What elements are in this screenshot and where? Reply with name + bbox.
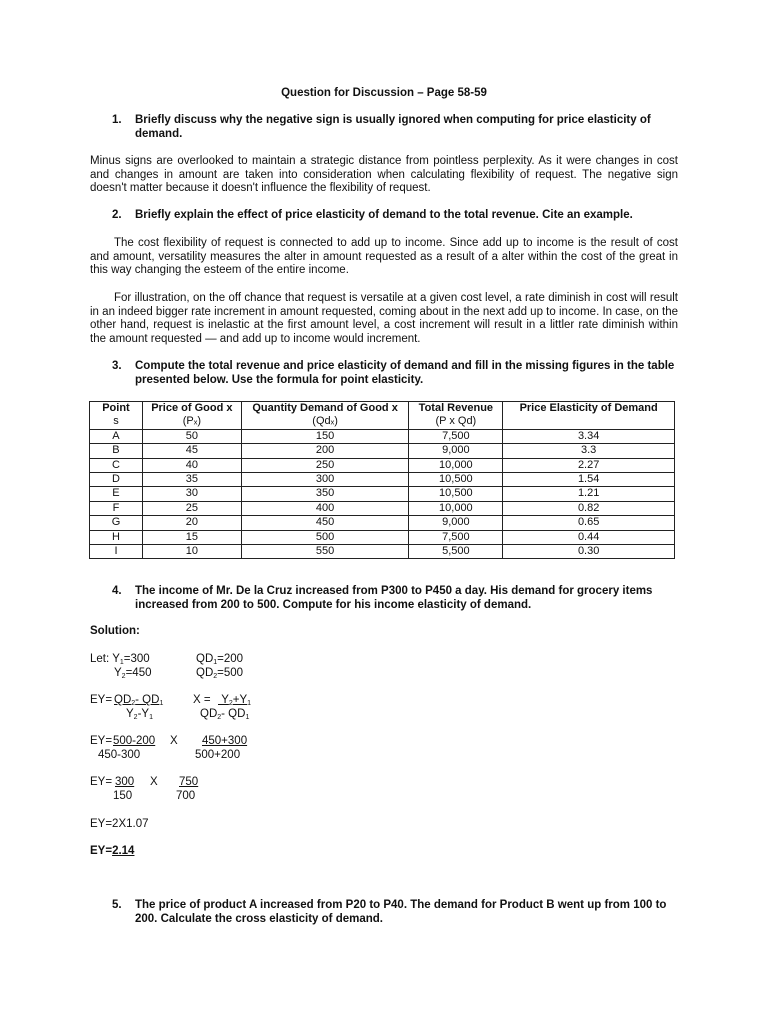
step3-times: X [150, 776, 158, 788]
header-points: Point s [90, 402, 143, 430]
cell-quantity: 300 [241, 473, 409, 487]
step2-ey-label: EY= [90, 735, 113, 747]
final-answer: EY=2.14 [90, 845, 135, 857]
cell-total-revenue: 10,500 [409, 487, 503, 501]
formula-ey-label: EY= [90, 694, 113, 706]
answer-2-paragraph-1: The cost flexibility of request is connected to add up to income. Since add up to income is the result of cost and amount, versatility measures the alter in amount requested as a result of a alter within the cost of the great in this way changing the esteem of the entire income. [90, 237, 678, 277]
cell-quantity: 150 [241, 429, 409, 443]
cell-price: 50 [142, 429, 241, 443]
formula-numerator-2: $Y_2+Y_1$ [218, 694, 252, 707]
step3-denominator-2: 700 [176, 790, 196, 802]
step3-denominator-1: 150 [113, 790, 133, 802]
header-quantity: Quantity Demand of Good x (Qdₓ) [241, 402, 409, 430]
table-row [90, 458, 675, 472]
question-4 [112, 585, 678, 612]
header-total-revenue: Total Revenue (P x Qd) [409, 402, 503, 430]
cell-point: F [90, 501, 143, 515]
cell-elasticity: 0.30 [503, 545, 675, 559]
question-1-text: Briefly discuss why the negative sign is usually ignored when computing for price elasticity of demand. [135, 114, 651, 140]
question-5 [112, 899, 678, 926]
cell-elasticity: 0.65 [503, 516, 675, 530]
answer-1: Minus signs are overlooked to maintain a strategic distance from pointless perplexity. As it were changes in cost and changes in amount are taken into consideration when calculating flexibility of request. The negative sign doesn't matter because it doesn't influence the flexibility of request. [90, 155, 678, 195]
formula-denominator-2: $QD_2-$ $QD_1$ [200, 708, 250, 721]
question-3-text: Compute the total revenue and price elasticity of demand and fill in the missing figures in the table presented below. Use the formula for point elasticity. [135, 360, 675, 386]
cell-quantity: 550 [241, 545, 409, 559]
cell-total-revenue: 7,500 [409, 429, 503, 443]
cell-total-revenue: 7,500 [409, 530, 503, 544]
step2-denominator-1: 450-300 [98, 749, 141, 761]
table-row [90, 473, 675, 487]
cell-price: 40 [142, 458, 241, 472]
cell-elasticity: 0.44 [503, 530, 675, 544]
cell-total-revenue: 10,500 [409, 473, 503, 487]
header-price: Price of Good x (Pₓ) [142, 402, 241, 430]
cell-price: 25 [142, 501, 241, 515]
cell-price: 20 [142, 516, 241, 530]
step2-numerator-1: 500-200 [113, 735, 156, 747]
question-1-number: 1. [112, 114, 122, 126]
cell-point: C [90, 458, 143, 472]
cell-point: I [90, 545, 143, 559]
given-y2: $Y_2=450$ [114, 667, 152, 680]
final-value: 2.14 [112, 845, 135, 857]
question-2-text: Briefly explain the effect of price elasticity of demand to the total revenue. Cite an example. [135, 209, 633, 221]
question-2-number: 2. [112, 209, 122, 221]
cell-point: G [90, 516, 143, 530]
solution-label: Solution: [90, 625, 140, 637]
cell-quantity: 500 [241, 530, 409, 544]
cell-quantity: 450 [241, 516, 409, 530]
given-y1: Let: $Y_1=300$ [90, 653, 150, 666]
cell-elasticity: 0.82 [503, 501, 675, 515]
question-5-text: The price of product A increased from P20 to P40. The demand for Product B went up from 100 to 200. Calculate the cross elasticity of demand. [135, 899, 667, 925]
cell-point: E [90, 487, 143, 501]
step4: EY=2X1.07 [90, 818, 149, 830]
given-qd2: $QD_2=500$ [196, 667, 244, 680]
cell-point: D [90, 473, 143, 487]
cell-point: H [90, 530, 143, 544]
cell-quantity: 400 [241, 501, 409, 515]
cell-total-revenue: 5,500 [409, 545, 503, 559]
table-row [90, 530, 675, 544]
answer-2-paragraph-2: For illustration, on the off chance that request is versatile at a given cost level, a rate diminish in cost will result in an indeed bigger rate increment in amount requested, coming about in the next add up to income. In case, on the other hand, request is inelastic at the first amount level, a cost increment will result in a littler rate diminish within the amount requested — and add up to income would increment. [90, 292, 678, 345]
cell-price: 15 [142, 530, 241, 544]
table-row [90, 444, 675, 458]
cell-point: B [90, 444, 143, 458]
question-5-number: 5. [112, 899, 122, 911]
question-3 [112, 360, 678, 387]
step3-numerator-2: 750 [179, 776, 199, 788]
cell-elasticity: 3.34 [503, 429, 675, 443]
table-row [90, 545, 675, 559]
step2-numerator-2: 450+300 [202, 735, 248, 747]
formula-denominator-1: $Y_2-Y_1$ [126, 708, 153, 721]
page-title: Question for Discussion – Page 58-59 [281, 87, 487, 99]
question-4-number: 4. [112, 585, 122, 597]
cell-price: 35 [142, 473, 241, 487]
cell-price: 45 [142, 444, 241, 458]
step3-numerator-1: 300 [115, 776, 135, 788]
table-row [90, 501, 675, 515]
cell-price: 10 [142, 545, 241, 559]
cell-total-revenue: 10,000 [409, 501, 503, 515]
cell-total-revenue: 9,000 [409, 444, 503, 458]
table-row [90, 516, 675, 530]
cell-total-revenue: 10,000 [409, 458, 503, 472]
question-3-number: 3. [112, 360, 122, 372]
formula-x-eq: X = [193, 694, 211, 706]
cell-total-revenue: 9,000 [409, 516, 503, 530]
question-2 [112, 209, 678, 223]
cell-point: A [90, 429, 143, 443]
header-price-elasticity: Price Elasticity of Demand [503, 402, 675, 430]
step2-denominator-2: 500+200 [195, 749, 241, 761]
cell-elasticity: 1.54 [503, 473, 675, 487]
cell-quantity: 200 [241, 444, 409, 458]
cell-price: 30 [142, 487, 241, 501]
question-1 [112, 114, 678, 141]
table-header-row [90, 402, 675, 430]
given-qd1: $QD_1=200$ [196, 653, 244, 666]
cell-elasticity: 1.21 [503, 487, 675, 501]
step3-ey-label: EY= [90, 776, 113, 788]
cell-elasticity: 2.27 [503, 458, 675, 472]
elasticity-table [89, 401, 675, 559]
cell-elasticity: 3.3 [503, 444, 675, 458]
table-row [90, 429, 675, 443]
table-row [90, 487, 675, 501]
cell-quantity: 250 [241, 458, 409, 472]
formula-numerator-1: $QD_2-$ $QD_1$ [114, 694, 164, 707]
cell-quantity: 350 [241, 487, 409, 501]
step2-times: X [170, 735, 178, 747]
question-4-text: The income of Mr. De la Cruz increased from P300 to P450 a day. His demand for grocery items increased from 200 to 500. Compute for his income elasticity of demand. [135, 585, 653, 611]
